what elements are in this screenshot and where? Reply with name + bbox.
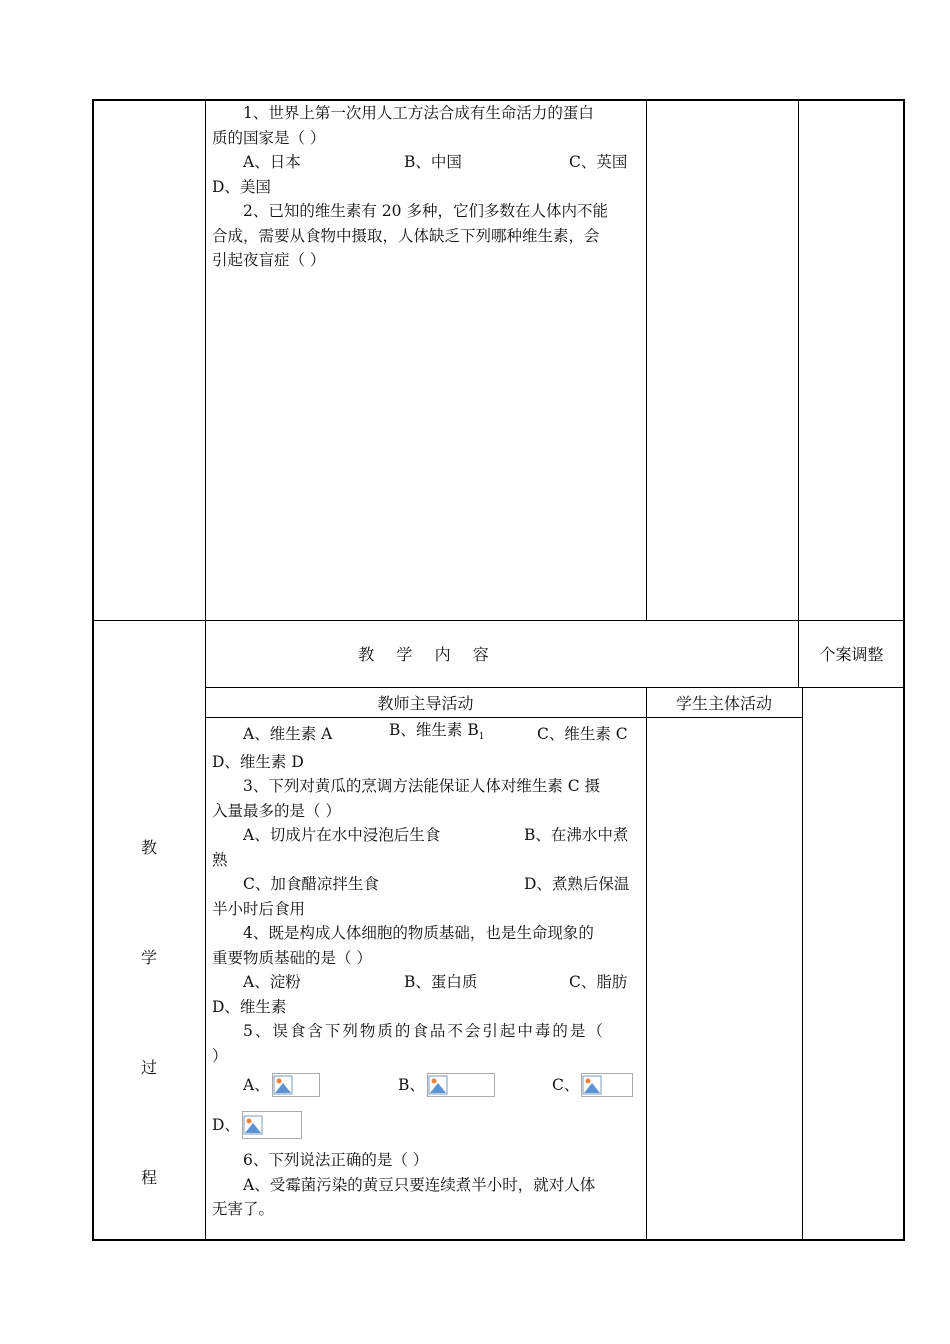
broken-image-icon [582, 1075, 602, 1095]
q5-line1: 5、误食含下列物质的食品不会引起中毒的是（ [243, 1022, 605, 1041]
q2-line1: 2、已知的维生素有 20 多种，它们多数在人体内不能 [243, 202, 608, 220]
q3-options-cd [212, 872, 640, 897]
q2-line2: 合成，需要从食物中摄取，人体缺乏下列哪种维生素，会 [212, 226, 600, 245]
q1-line1: 1、世界上第一次用人工方法合成有生命活力的蛋白 [243, 104, 594, 122]
table-right-border [903, 99, 905, 1241]
q2-option-a: A、维生素 A [243, 724, 333, 743]
q3-options-ab [212, 823, 640, 848]
table-left-border [92, 99, 94, 1241]
row-line-1 [92, 620, 905, 621]
q3-option-b: B、在沸水中煮 [524, 826, 629, 845]
header-adjust: 个案调整 [819, 645, 884, 664]
q2-option-b-sub: 1 [478, 732, 485, 743]
lesson-table [92, 99, 905, 1241]
header-title: 教 学 内 容 [358, 645, 493, 664]
q4-option-b: B、蛋白质 [404, 973, 478, 992]
top-questions [212, 101, 640, 273]
q5-option-a: A、 [243, 1075, 270, 1094]
q6-line1: 6、下列说法正确的是（ ） [243, 1151, 429, 1170]
q1-option-a: A、日本 [243, 153, 301, 171]
broken-image-icon [243, 1115, 263, 1135]
side-label-2: 学 [141, 948, 158, 967]
q4-line1: 4、既是构成人体细胞的物质基础，也是生命现象的 [243, 924, 594, 943]
q5-option-b-wrap [398, 1073, 552, 1098]
col-line-3-top [798, 99, 799, 620]
col-line-2-top [646, 99, 647, 620]
q1-options [212, 150, 640, 175]
q1-line2: 质的国家是（ ） [212, 128, 326, 147]
side-label-1: 教 [141, 838, 158, 857]
q4-option-c: C、脂肪 [569, 973, 628, 992]
teacher-column-header: 教师主导活动 [377, 694, 474, 713]
q3-option-d: D、煮熟后保温 [524, 875, 630, 894]
q5-option-a-wrap [243, 1073, 398, 1098]
q2-option-b-wrap [389, 718, 537, 750]
col-line-1 [205, 99, 206, 1241]
q1-option-c: C、英国 [569, 153, 628, 171]
q3-line2: 入量最多的是（ ） [212, 801, 341, 820]
q3-option-a: A、切成片在水中浸泡后生食 [243, 826, 441, 845]
q4-option-d: D、维生素 [212, 997, 287, 1016]
side-label-3: 过 [141, 1058, 158, 1077]
row-line-2 [205, 687, 905, 688]
q3-option-d2: 半小时后食用 [212, 899, 306, 918]
q5-option-d-image [242, 1111, 302, 1139]
q4-option-a: A、淀粉 [243, 973, 301, 992]
q4-line2: 重要物质基础的是（ ） [212, 948, 372, 967]
broken-image-icon [273, 1075, 293, 1095]
q5-options-abc [212, 1068, 640, 1102]
q5-option-c: C、 [552, 1075, 580, 1094]
side-label-4: 程 [141, 1168, 158, 1187]
q2-options-abc [212, 718, 640, 750]
q3-line1: 3、下列对黄瓜的烹调方法能保证人体对维生素 C 摄 [243, 777, 601, 796]
q6-option-a1: A、受霉菌污染的黄豆只要连续煮半小时，就对人体 [243, 1175, 596, 1194]
q5-option-d: D、 [212, 1115, 240, 1134]
col-line-2-bottom [646, 687, 647, 1241]
q1-option-d: D、美国 [212, 177, 271, 196]
bottom-questions [212, 718, 640, 1222]
q6-option-a2: 无害了。 [212, 1200, 275, 1219]
q5-option-a-image [272, 1073, 320, 1097]
q2-option-b: B、维生素 B [389, 721, 479, 739]
q2-option-d: D、维生素 D [212, 752, 304, 771]
q5-option-b: B、 [398, 1075, 425, 1094]
q5-option-b-image [427, 1073, 495, 1097]
q2-line3: 引起夜盲症（ ） [212, 251, 326, 269]
col-line-3-bottom [802, 687, 803, 1241]
q3-option-b2: 熟 [212, 850, 228, 869]
broken-image-icon [428, 1075, 448, 1095]
student-column-header: 学生主体活动 [675, 694, 772, 713]
q5-option-c-wrap [552, 1073, 633, 1098]
q5-line2: ） [212, 1046, 228, 1065]
table-bottom-border [92, 1239, 905, 1241]
q5-option-d-row [212, 1102, 640, 1148]
q1-option-b: B、中国 [404, 153, 462, 171]
q5-option-c-image [581, 1073, 633, 1097]
q4-options-abc [212, 970, 640, 995]
q2-option-c: C、维生素 C [537, 724, 628, 743]
q3-option-c: C、加食醋凉拌生食 [243, 875, 379, 894]
